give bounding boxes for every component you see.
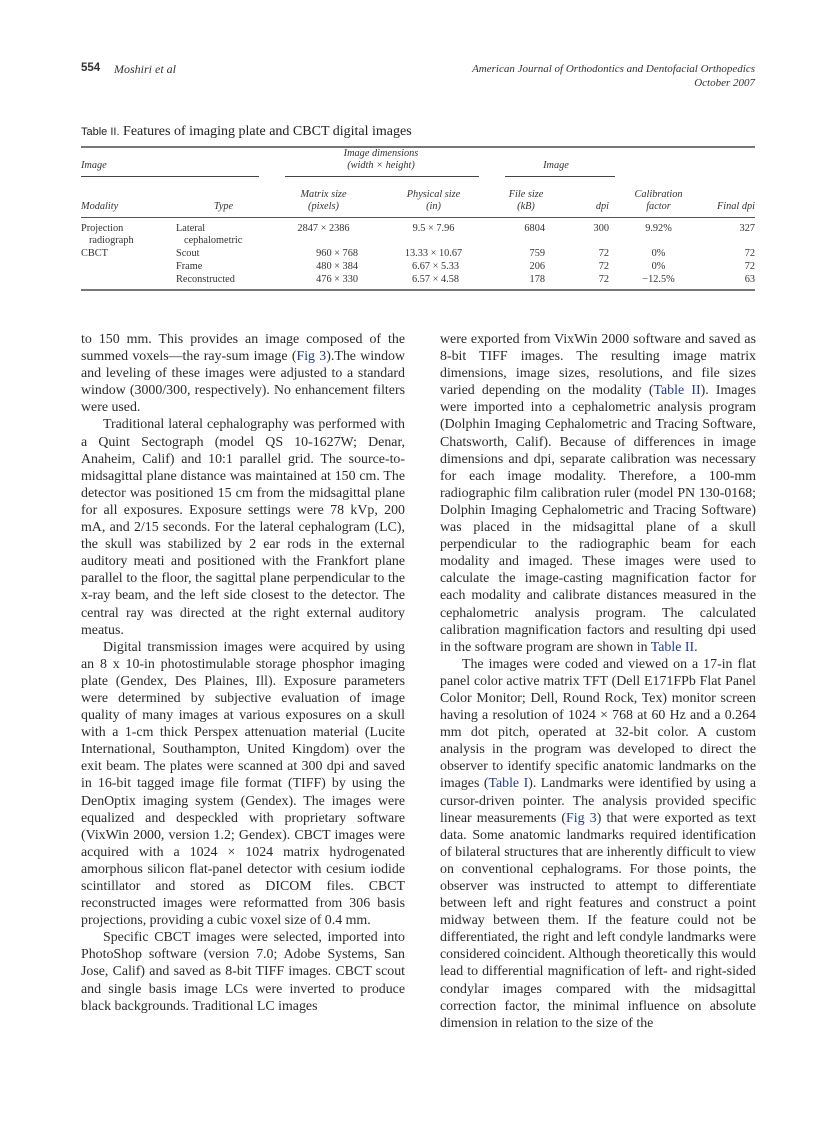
cell-physical: 9.5 × 7.96 [412,223,455,234]
col-header-matrix-size: Matrix size (pixels) [300,189,347,212]
cell-physical: 6.67 × 5.33 [412,261,459,272]
group-header-dimensions: Image dimensions (width × height) [271,148,491,177]
cell-matrix: 480 × 384 [316,261,358,272]
table-ii-link[interactable]: Table II [653,383,701,399]
cell-type: Scout [176,248,200,259]
data-table [81,148,755,291]
cell-file-size: 759 [529,248,545,259]
group-header-row [81,148,755,177]
paragraph: The images were coded and viewed on a 17-in flat panel color active matrix TFT (Dell E171FPb Flat Panel Color Monitor; Dell, Round Rock, Tex) monitor screen having a resolution of 1024 × 768 at 60 Hz and a 0.264 mm dot pitch, operated at 32-bit color. A custom analysis in the program was developed to direct the observer to identify specific anatomic landmarks on the images (Table I). Landmarks were identified by using a cursor-driven pointer. The analysis provided specific linear measurements (Fig 3) that were exported as text data. Some anatomic landmarks required identification of bilateral structures that are inherently difficult to view on conventional cephalograms. For those points, the observer was instructed to attempt to differentiate between left and right features and construct a point midway between them. If the feature could not be differentiated, the right and left condyle landmarks were considered coincident. Although theoretically this would lead to differential magnification of left- and right-sided condylar images compared with the midsagittal correction factor, the minimal influence on absolute dimension in relation to the size of the [440,656,756,1031]
cell-final-dpi: 63 [744,274,755,285]
cell-dpi: 72 [598,261,609,272]
cell-final-dpi: 72 [744,261,755,272]
col-header-dpi: dpi [595,201,609,212]
table-caption [81,124,755,140]
paragraph: Digital transmission images were acquired by using an 8 x 10-in photostimulable storage phosphor imaging plate (Gendex, Des Plaines, Ill). Exposure parameters were determined by subjective evaluation of image quality of many images at various exposures on a skull with a 1-cm thick Perspex attenuation material (Lucite International, Southampton, United Kingdom) over the exit beam. The plates were scanned at 300 dpi and saved in 16-bit tagged image file format (TIFF) by using the DenOptix imaging system (Gendex). The images were equalized and despeckled with proprietary software (VixWin 2000, version 1.2; Gendex). CBCT images were acquired with a 1024 × 1024 matrix hydrogenated amorphous silicon flat-panel detector with cesium iodide scintillator and stored as DICOM files. CBCT reconstructed images were reformatted from 306 basis projections, providing a cubic voxel size of 0.4 mm. [81,639,405,929]
cell-physical: 6.57 × 4.58 [412,274,459,285]
fig-3-link[interactable]: Fig 3 [296,349,327,365]
table-ii [81,124,755,291]
col-header-file-size: File size (kB) [508,189,544,212]
running-header [81,62,755,92]
col-header-modality: Modality [81,201,119,212]
right-text-column [440,331,756,1032]
column-header-row [81,177,755,217]
journal-info [472,62,755,90]
table-row [81,273,755,286]
cell-modality: CBCT [81,248,108,259]
col-header-calibration: Calibration factor [634,189,683,212]
table-i-link[interactable]: Table I [488,776,529,792]
page-number: 554 [81,62,101,74]
cell-file-size: 178 [529,274,545,285]
paragraph: Traditional lateral cephalography was performed with a Quint Sectograph (model QS 10-1627W; Denar, Anaheim, Calif) and 10:1 parallel grid. The source-to-midsagittal plane distance was maintained at 150 cm. The detector was positioned 15 cm from the midsagittal plane for all exposures. Exposure settings were 78 kVp, 200 mA, and 2/15 seconds. For the lateral cephalogram (LC), the skull was stabilized by 2 ear rods in the external auditory meati and positioned with the Frankfort plane parallel to the floor, the sagittal plane perpendicular to the x-ray beam, and the left side closest to the detector. The central ray was directed at the right external auditory meatus. [81,417,405,638]
col-header-type: Type [213,201,234,212]
table-title: Features of imaging plate and CBCT digital images [123,124,412,139]
cell-matrix: 2847 × 2386 [297,223,350,234]
cell-file-size: 206 [529,261,545,272]
cell-modality [81,273,176,286]
cell-matrix: 960 × 768 [316,248,358,259]
cell-dpi: 300 [593,223,609,234]
cell-calibration: 0% [651,248,666,259]
running-authors: Moshiri et al [114,62,176,76]
header-rule [81,217,755,218]
journal-date: October 2007 [694,77,755,89]
table-row [81,222,755,247]
cell-physical: 13.33 × 10.67 [404,248,463,259]
cell-modality: Projection radiograph [81,223,134,246]
fig-3-link[interactable]: Fig 3 [566,810,597,826]
cell-dpi: 72 [598,248,609,259]
cell-calibration: 9.92% [645,223,672,234]
col-header-physical-size: Physical size (in) [406,189,461,212]
cell-type: Lateral cephalometric [176,223,243,246]
group-header-image-2: Image [491,148,621,177]
cell-file-size: 6804 [524,223,545,234]
table-label: Table II. [81,126,120,138]
table-bottom-rule [81,289,755,291]
paragraph: to 150 mm. This provides an image composed of the summed voxels—the ray-sum image (Fig 3).The window and leveling of these images were adjusted to a standard window (3000/300, respectively). No enhancement filters were used. [81,332,405,416]
cell-final-dpi: 72 [744,248,755,259]
cell-type: Frame [176,261,203,272]
journal-title: American Journal of Orthodontics and Dentofacial Orthopedics [472,63,755,75]
cell-calibration: −12.5% [642,274,675,285]
table-ii-link[interactable]: Table II [650,639,695,655]
cell-modality [81,260,176,273]
cell-final-dpi: 327 [739,223,755,234]
cell-dpi: 72 [598,274,609,285]
table-row [81,260,755,273]
col-header-final-dpi: Final dpi [716,201,755,212]
group-header-image: Image [81,148,271,177]
left-text-column [81,331,405,1015]
cell-matrix: 476 × 330 [316,274,358,285]
paragraph: Specific CBCT images were selected, imported into PhotoShop software (version 7.0; Adobe Systems, San Jose, Calif) and saved as 8-bit TIFF images. CBCT scout and single basis image LCs were inverted to produce black backgrounds. Traditional LC images [81,930,405,1014]
cell-type: Reconstructed [176,274,235,285]
table-row [81,247,755,260]
cell-calibration: 0% [651,261,666,272]
paragraph: were exported from VixWin 2000 software and saved as 8-bit TIFF images. The resulting image matrix dimensions, image sizes, resolutions, and file sizes varied depending on the modality (Table II). Images were imported into a cephalometric analysis program (Dolphin Imaging Cephalometric and Tracing Software, Chatsworth, Calif). Because of differences in image dimensions and dpi, separate calibration was necessary for each image modality. Therefore, a 100-mm radiographic film calibration ruler (model PN 130-0168; Dolphin Imaging Cephalometric and Tracing Software) was placed in the midsagittal plane of a skull perpendicular to the radiographic beam for each modality and imaged. These images were used to calculate the image-casting magnification factor for each modality and calibrate distances measured in the cephalometric analysis program. The calculated calibration magnification factors and resulting dpi used in the software program are shown in Table II. [440,332,756,655]
